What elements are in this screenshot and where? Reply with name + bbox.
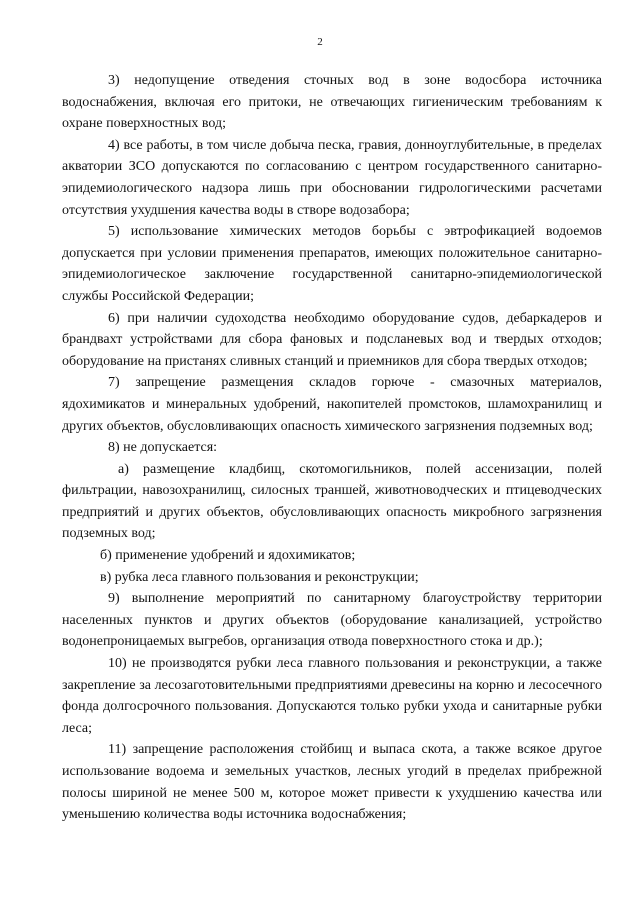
- paragraph-item-3: 3) недопущение отведения сточных вод в зоне водосбора источника водоснабжения, включая его притоки, не отвечающих гигиеническим требованиям к охране поверхностных вод;: [62, 73, 602, 132]
- paragraph-item-7: 7) запрещение размещения складов горюче - смазочных материалов, ядохимикатов и минеральных удобрений, накопителей промстоков, шламохранилищ и других объектов, обусловливающих опасность химического загрязнения подземных вод;: [62, 375, 602, 434]
- paragraph-item-9: 9) выполнение мероприятий по санитарному благоустройству территории населенных пунктов и других объектов (оборудование канализацией, устройство водонепроницаемых выгребов, организация отвода поверхностного стока и др.);: [62, 591, 602, 650]
- subparagraph-a: а) размещение кладбищ, скотомогильников, полей ассенизации, полей фильтрации, навозохранилищ, силосных траншей, животноводческих и птицеводческих предприятий и других объектов, обусловливающих опасность микробного загрязнения подземных вод;: [62, 461, 602, 542]
- paragraph-item-4: 4) все работы, в том числе добыча песка, гравия, донноуглубительные, в пределах акватории ЗСО допускаются по согласованию с центром государственного санитарно-эпидемиологического надзора лишь при обосновании гидрологическими расчетами отсутствия ухудшения качества воды в створе водозабора;: [62, 137, 602, 218]
- document-body: [62, 70, 602, 826]
- paragraph-item-8: 8) не допускается:: [108, 440, 218, 456]
- paragraph-item-5: 5) использование химических методов борьбы с эвтрофикацией водоемов допускается при условии применения препаратов, имеющих положительное санитарно-эпидемиологическое заключение государственной санитарно-эпидемиологической службы Российской Федерации;: [62, 224, 602, 304]
- subparagraph-v: в) рубка леса главного пользования и реконструкции;: [100, 569, 419, 585]
- page-number: 2: [317, 36, 323, 48]
- paragraph-item-10: 10) не производятся рубки леса главного пользования и реконструкции, а также закрепление за лесозаготовительными предприятиями древесины на корню и лесосечного фонда долгосрочного пользования. Допускаются только рубки ухода и санитарные рубки леса;: [62, 656, 602, 736]
- paragraph-item-11: 11) запрещение расположения стойбищ и выпаса скота, а также всякое другое использование водоема и земельных участков, лесных угодий в пределах прибрежной полосы шириной не менее 500 м, которое может привести к ухудшению качества или уменьшению количества воды источника водоснабжения;: [62, 742, 602, 823]
- paragraph-item-6: 6) при наличии судоходства необходимо оборудование судов, дебаркадеров и брандвахт устройствами для сбора фановых и подсланевых вод и твердых отходов; оборудование на пристанях сливных станций и приемников для сбора твердых отходов;: [62, 310, 602, 369]
- subparagraph-b: б) применение удобрений и ядохимикатов;: [100, 548, 356, 564]
